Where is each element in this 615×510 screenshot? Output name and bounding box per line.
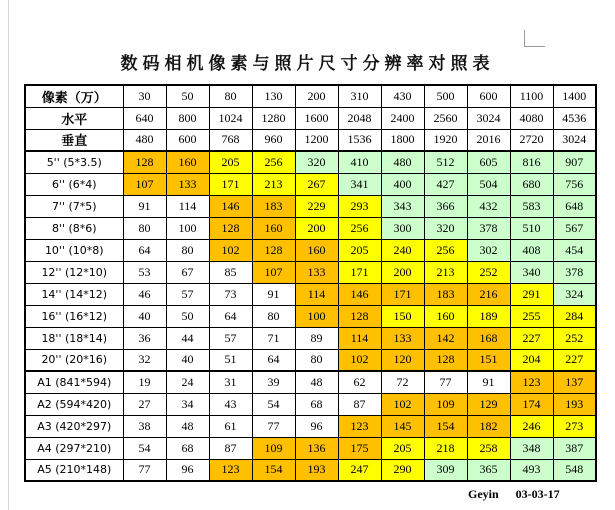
table-cell: 32 (123, 349, 166, 371)
table-cell: 61 (209, 415, 252, 437)
table-cell: 240 (381, 239, 424, 261)
table-cell: 213 (252, 173, 295, 195)
table-cell: 128 (123, 151, 166, 173)
table-cell: 200 (295, 85, 338, 107)
row-label: 垂直 (25, 129, 123, 151)
table-cell: 40 (123, 305, 166, 327)
row-label: A4 (297*210) (25, 437, 123, 459)
table-cell: 400 (381, 173, 424, 195)
row-label: 18'' (18*14) (25, 327, 123, 349)
table-cell: 77 (123, 459, 166, 481)
footer (468, 487, 560, 502)
table-cell: 123 (338, 415, 381, 437)
table-cell: 77 (424, 371, 467, 393)
row-label: 5'' (5*3.5) (25, 151, 123, 173)
table-cell: 31 (209, 371, 252, 393)
table-cell: 410 (338, 151, 381, 173)
table-cell: 120 (381, 349, 424, 371)
table-cell: 480 (123, 129, 166, 151)
table-cell: 57 (209, 327, 252, 349)
table-cell: 182 (467, 415, 510, 437)
table-cell: 1280 (252, 107, 295, 129)
table-cell: 310 (338, 85, 381, 107)
table-cell: 200 (381, 261, 424, 283)
table-cell: 80 (123, 217, 166, 239)
table-cell: 320 (295, 151, 338, 173)
table-cell: 64 (123, 239, 166, 261)
table-cell: 605 (467, 151, 510, 173)
table-cell: 160 (424, 305, 467, 327)
table-cell: 193 (295, 459, 338, 481)
table-cell: 80 (166, 239, 209, 261)
table-cell: 123 (209, 459, 252, 481)
table-cell: 583 (510, 195, 553, 217)
table-cell: 432 (467, 195, 510, 217)
table-cell: 174 (510, 393, 553, 415)
table-cell: 62 (338, 371, 381, 393)
table-cell: 80 (295, 349, 338, 371)
table-cell: 229 (295, 195, 338, 217)
table-cell: 102 (209, 239, 252, 261)
table-cell: 500 (424, 85, 467, 107)
row-label: 16'' (16*12) (25, 305, 123, 327)
table-cell: 85 (209, 261, 252, 283)
photo-size-row (25, 283, 596, 305)
table-cell: 107 (252, 261, 295, 283)
table-cell: 91 (252, 283, 295, 305)
table-cell: 80 (209, 85, 252, 107)
photo-size-row (25, 327, 596, 349)
table-cell: 96 (295, 415, 338, 437)
row-label: 像素（万） (25, 85, 123, 107)
row-label: 7'' (7*5) (25, 195, 123, 217)
table-cell: 227 (553, 349, 596, 371)
row-label: 10'' (10*8) (25, 239, 123, 261)
table-cell: 107 (123, 173, 166, 195)
table-cell: 48 (166, 415, 209, 437)
table-cell: 160 (166, 151, 209, 173)
table-cell: 600 (166, 129, 209, 151)
table-cell: 24 (166, 371, 209, 393)
table-cell: 680 (510, 173, 553, 195)
table-cell: 387 (553, 437, 596, 459)
table-cell: 600 (467, 85, 510, 107)
table-cell: 67 (166, 261, 209, 283)
table-cell: 151 (467, 349, 510, 371)
table-cell: 53 (123, 261, 166, 283)
table-cell: 309 (424, 459, 467, 481)
table-cell: 256 (424, 239, 467, 261)
table-cell: 1200 (295, 129, 338, 151)
table-cell: 87 (209, 437, 252, 459)
table-cell: 2720 (510, 129, 553, 151)
table-cell: 145 (381, 415, 424, 437)
table-cell: 252 (467, 261, 510, 283)
row-label: 6'' (6*4) (25, 173, 123, 195)
table-cell: 87 (338, 393, 381, 415)
table-cell: 68 (166, 437, 209, 459)
header-row (25, 85, 596, 107)
row-label: A2 (594*420) (25, 393, 123, 415)
header-row (25, 107, 596, 129)
table-cell: 320 (424, 217, 467, 239)
paper-size-row (25, 415, 596, 437)
table-cell: 160 (252, 217, 295, 239)
table-cell: 48 (295, 371, 338, 393)
table-cell: 340 (510, 261, 553, 283)
table-cell: 189 (467, 305, 510, 327)
table-cell: 213 (424, 261, 467, 283)
row-label: 12'' (12*10) (25, 261, 123, 283)
table-cell: 34 (166, 393, 209, 415)
table-cell: 255 (510, 305, 553, 327)
table-cell: 46 (123, 283, 166, 305)
table-cell: 128 (424, 349, 467, 371)
row-label: A3 (420*297) (25, 415, 123, 437)
footer-author: Geyin (468, 487, 499, 501)
table-cell: 72 (381, 371, 424, 393)
photo-size-row (25, 261, 596, 283)
photo-size-row (25, 173, 596, 195)
table-cell: 50 (166, 85, 209, 107)
table-cell: 96 (166, 459, 209, 481)
table-cell: 102 (381, 393, 424, 415)
paper-size-row (25, 393, 596, 415)
table-cell: 756 (553, 173, 596, 195)
table-cell: 800 (166, 107, 209, 129)
table-cell: 302 (467, 239, 510, 261)
table-cell: 171 (381, 283, 424, 305)
table-cell: 36 (123, 327, 166, 349)
table-cell: 204 (510, 349, 553, 371)
table-cell: 150 (381, 305, 424, 327)
table-cell: 114 (338, 327, 381, 349)
table-cell: 907 (553, 151, 596, 173)
table-cell: 2048 (338, 107, 381, 129)
table-cell: 136 (295, 437, 338, 459)
table-cell: 3024 (553, 129, 596, 151)
table-cell: 768 (209, 129, 252, 151)
table-cell: 252 (553, 327, 596, 349)
table-cell: 273 (553, 415, 596, 437)
photo-size-row (25, 217, 596, 239)
table-cell: 256 (338, 217, 381, 239)
table-cell: 300 (381, 217, 424, 239)
table-cell: 1800 (381, 129, 424, 151)
table-cell: 114 (166, 195, 209, 217)
table-cell: 160 (295, 239, 338, 261)
table-cell: 227 (510, 327, 553, 349)
table-cell: 548 (553, 459, 596, 481)
table-cell: 80 (252, 305, 295, 327)
table-cell: 348 (510, 437, 553, 459)
table-cell: 324 (553, 283, 596, 305)
table-cell: 258 (467, 437, 510, 459)
table-cell: 91 (123, 195, 166, 217)
table-cell: 205 (338, 239, 381, 261)
table-cell: 284 (553, 305, 596, 327)
table-cell: 366 (424, 195, 467, 217)
table-cell: 54 (123, 437, 166, 459)
table-cell: 365 (467, 459, 510, 481)
page-title: 数码相机像素与照片尺寸分辨率对照表 (120, 54, 495, 74)
table-cell: 1024 (209, 107, 252, 129)
table-cell: 114 (295, 283, 338, 305)
table-cell: 512 (424, 151, 467, 173)
table-cell: 133 (295, 261, 338, 283)
table-cell: 960 (252, 129, 295, 151)
table-cell: 51 (209, 349, 252, 371)
table-cell: 128 (252, 239, 295, 261)
table-cell: 64 (209, 305, 252, 327)
footer-date: 03-03-17 (515, 487, 560, 501)
table-cell: 504 (467, 173, 510, 195)
table-cell: 3024 (467, 107, 510, 129)
table-cell: 89 (295, 327, 338, 349)
table-cell: 290 (381, 459, 424, 481)
page-margin-rule (8, 0, 9, 510)
table-cell: 168 (467, 327, 510, 349)
table-cell: 133 (166, 173, 209, 195)
table-cell: 130 (252, 85, 295, 107)
table-cell: 1536 (338, 129, 381, 151)
paper-size-row (25, 459, 596, 481)
table-cell: 343 (381, 195, 424, 217)
page-corner-mark (524, 30, 545, 47)
table-cell: 154 (252, 459, 295, 481)
table-cell: 171 (338, 261, 381, 283)
paper-size-row (25, 371, 596, 393)
table-cell: 816 (510, 151, 553, 173)
table-cell: 129 (467, 393, 510, 415)
table-cell: 378 (467, 217, 510, 239)
table-cell: 128 (338, 305, 381, 327)
table-cell: 19 (123, 371, 166, 393)
table-cell: 293 (338, 195, 381, 217)
table-cell: 175 (338, 437, 381, 459)
table-cell: 154 (424, 415, 467, 437)
row-label: 8'' (8*6) (25, 217, 123, 239)
photo-size-row (25, 239, 596, 261)
table-cell: 54 (252, 393, 295, 415)
row-label: A5 (210*148) (25, 459, 123, 481)
table-cell: 341 (338, 173, 381, 195)
table-cell: 73 (209, 283, 252, 305)
table-cell: 267 (295, 173, 338, 195)
table-cell: 44 (166, 327, 209, 349)
table-cell: 171 (209, 173, 252, 195)
table-cell: 77 (252, 415, 295, 437)
table-cell: 71 (252, 327, 295, 349)
table-cell: 100 (295, 305, 338, 327)
header-row (25, 129, 596, 151)
table-cell: 109 (424, 393, 467, 415)
table-cell: 137 (553, 371, 596, 393)
photo-size-row (25, 349, 596, 371)
table-cell: 200 (295, 217, 338, 239)
table-cell: 427 (424, 173, 467, 195)
table-cell: 408 (510, 239, 553, 261)
table-cell: 493 (510, 459, 553, 481)
table-cell: 38 (123, 415, 166, 437)
photo-size-row (25, 151, 596, 173)
table-cell: 146 (338, 283, 381, 305)
table-cell: 142 (424, 327, 467, 349)
resolution-table-body (25, 85, 596, 481)
table-cell: 39 (252, 371, 295, 393)
table-cell: 1100 (510, 85, 553, 107)
table-cell: 43 (209, 393, 252, 415)
table-cell: 57 (166, 283, 209, 305)
table-cell: 30 (123, 85, 166, 107)
photo-size-row (25, 195, 596, 217)
table-cell: 27 (123, 393, 166, 415)
table-cell: 133 (381, 327, 424, 349)
table-cell: 216 (467, 283, 510, 305)
table-cell: 205 (381, 437, 424, 459)
table-cell: 64 (252, 349, 295, 371)
table-cell: 193 (553, 393, 596, 415)
paper-size-row (25, 437, 596, 459)
row-label: 14'' (14*12) (25, 283, 123, 305)
row-label: 水平 (25, 107, 123, 129)
table-cell: 256 (252, 151, 295, 173)
table-cell: 109 (252, 437, 295, 459)
table-cell: 183 (252, 195, 295, 217)
table-cell: 4080 (510, 107, 553, 129)
table-cell: 205 (209, 151, 252, 173)
table-cell: 1920 (424, 129, 467, 151)
row-label: A1 (841*594) (25, 371, 123, 393)
table-cell: 4536 (553, 107, 596, 129)
table-cell: 128 (209, 217, 252, 239)
resolution-table (24, 84, 597, 482)
table-cell: 102 (338, 349, 381, 371)
table-cell: 480 (381, 151, 424, 173)
table-cell: 247 (338, 459, 381, 481)
table-cell: 510 (510, 217, 553, 239)
table-cell: 2400 (381, 107, 424, 129)
table-cell: 454 (553, 239, 596, 261)
table-cell: 2016 (467, 129, 510, 151)
table-cell: 378 (553, 261, 596, 283)
table-cell: 2560 (424, 107, 467, 129)
table-cell: 640 (123, 107, 166, 129)
table-cell: 40 (166, 349, 209, 371)
row-label: 20'' (20*16) (25, 349, 123, 371)
table-cell: 1400 (553, 85, 596, 107)
table-cell: 100 (166, 217, 209, 239)
table-cell: 146 (209, 195, 252, 217)
table-cell: 68 (295, 393, 338, 415)
table-cell: 1600 (295, 107, 338, 129)
table-cell: 218 (424, 437, 467, 459)
table-cell: 123 (510, 371, 553, 393)
table-cell: 50 (166, 305, 209, 327)
table-cell: 183 (424, 283, 467, 305)
table-cell: 567 (553, 217, 596, 239)
table-cell: 648 (553, 195, 596, 217)
table-cell: 430 (381, 85, 424, 107)
table-cell: 246 (510, 415, 553, 437)
table-cell: 291 (510, 283, 553, 305)
photo-size-row (25, 305, 596, 327)
table-cell: 91 (467, 371, 510, 393)
